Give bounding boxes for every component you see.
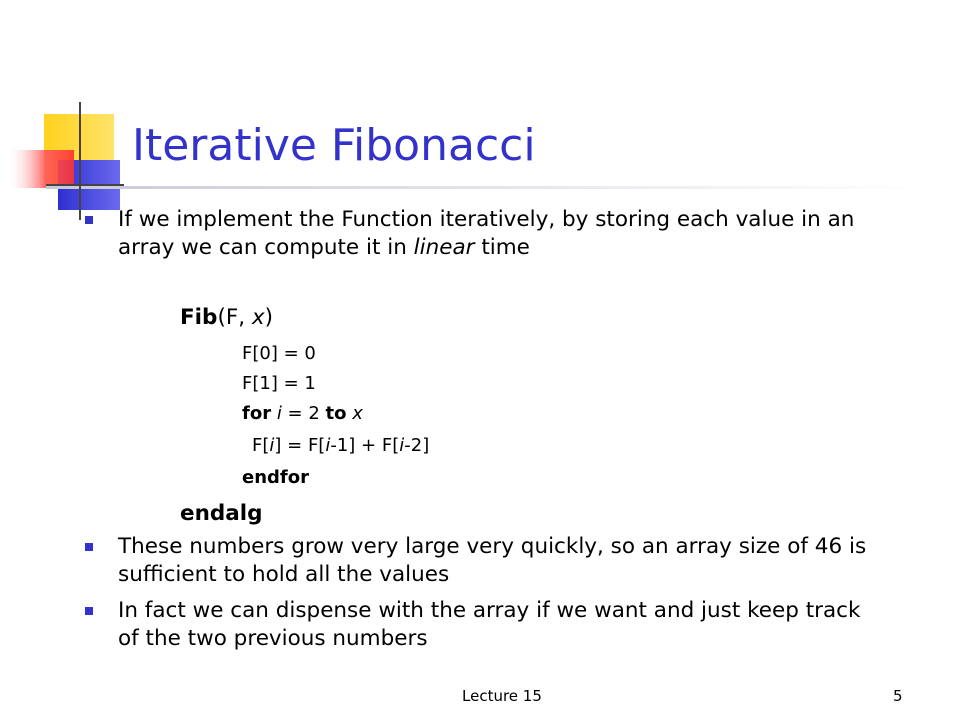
bullet-text: In fact we can dispense with the array if we want and just keep track of the two previous numbers xyxy=(118,598,861,651)
code-fragment: F[ xyxy=(252,435,270,456)
algorithm-name: Fib xyxy=(180,305,218,330)
loop-var: i xyxy=(325,435,331,456)
deco-red-bar xyxy=(10,150,74,188)
bullet-array-size xyxy=(118,533,878,589)
code-fragment: -1] + F[ xyxy=(330,435,400,456)
code-fragment: ] = F[ xyxy=(274,435,326,456)
loop-var: i xyxy=(269,435,275,456)
algorithm-header xyxy=(180,304,273,332)
code-line-1: F[0] = 0 xyxy=(242,343,316,364)
bullet-square-icon xyxy=(85,216,93,224)
deco-horizontal-line xyxy=(46,186,926,189)
code-line-for xyxy=(242,402,363,426)
code-line-endfor xyxy=(242,466,309,490)
keyword-to: to xyxy=(325,403,347,424)
deco-dark-line-h xyxy=(46,184,124,186)
footer-page-number: 5 xyxy=(893,687,903,705)
code-fragment: = 2 xyxy=(281,403,326,424)
algorithm-arg-x: x xyxy=(251,305,265,330)
loop-bound: x xyxy=(352,403,363,424)
code-line-2: F[1] = 1 xyxy=(242,373,316,394)
bullet-emphasis: linear xyxy=(413,235,475,260)
corner-decoration xyxy=(0,0,960,230)
bullet-implement-iteratively xyxy=(118,206,878,262)
keyword-for: for xyxy=(242,403,272,424)
bullet-dispense-array xyxy=(118,597,878,653)
bullet-text-part: time xyxy=(474,235,530,260)
slide-title: Iterative Fibonacci xyxy=(132,120,536,171)
footer-lecture: Lecture 15 xyxy=(462,687,542,705)
bullet-square-icon xyxy=(85,543,93,551)
algorithm-args-close: ) xyxy=(264,305,274,330)
bullet-text: These numbers grow very large very quickly, so an array size of 46 is sufficient to hold all the values xyxy=(118,534,867,587)
code-fragment: -2] xyxy=(404,435,430,456)
code-line-body xyxy=(252,434,429,458)
bullet-text-part: If we implement the Function iteratively, by storing each value in an array we can compute it in xyxy=(118,207,855,260)
algorithm-args-open: (F, xyxy=(217,305,252,330)
keyword-endfor: endfor xyxy=(242,467,309,488)
deco-dark-line-v xyxy=(79,102,81,220)
code-line-endalg: endalg xyxy=(180,501,263,526)
loop-var: i xyxy=(399,435,405,456)
loop-var: i xyxy=(276,403,282,424)
bullet-square-icon xyxy=(85,607,93,615)
